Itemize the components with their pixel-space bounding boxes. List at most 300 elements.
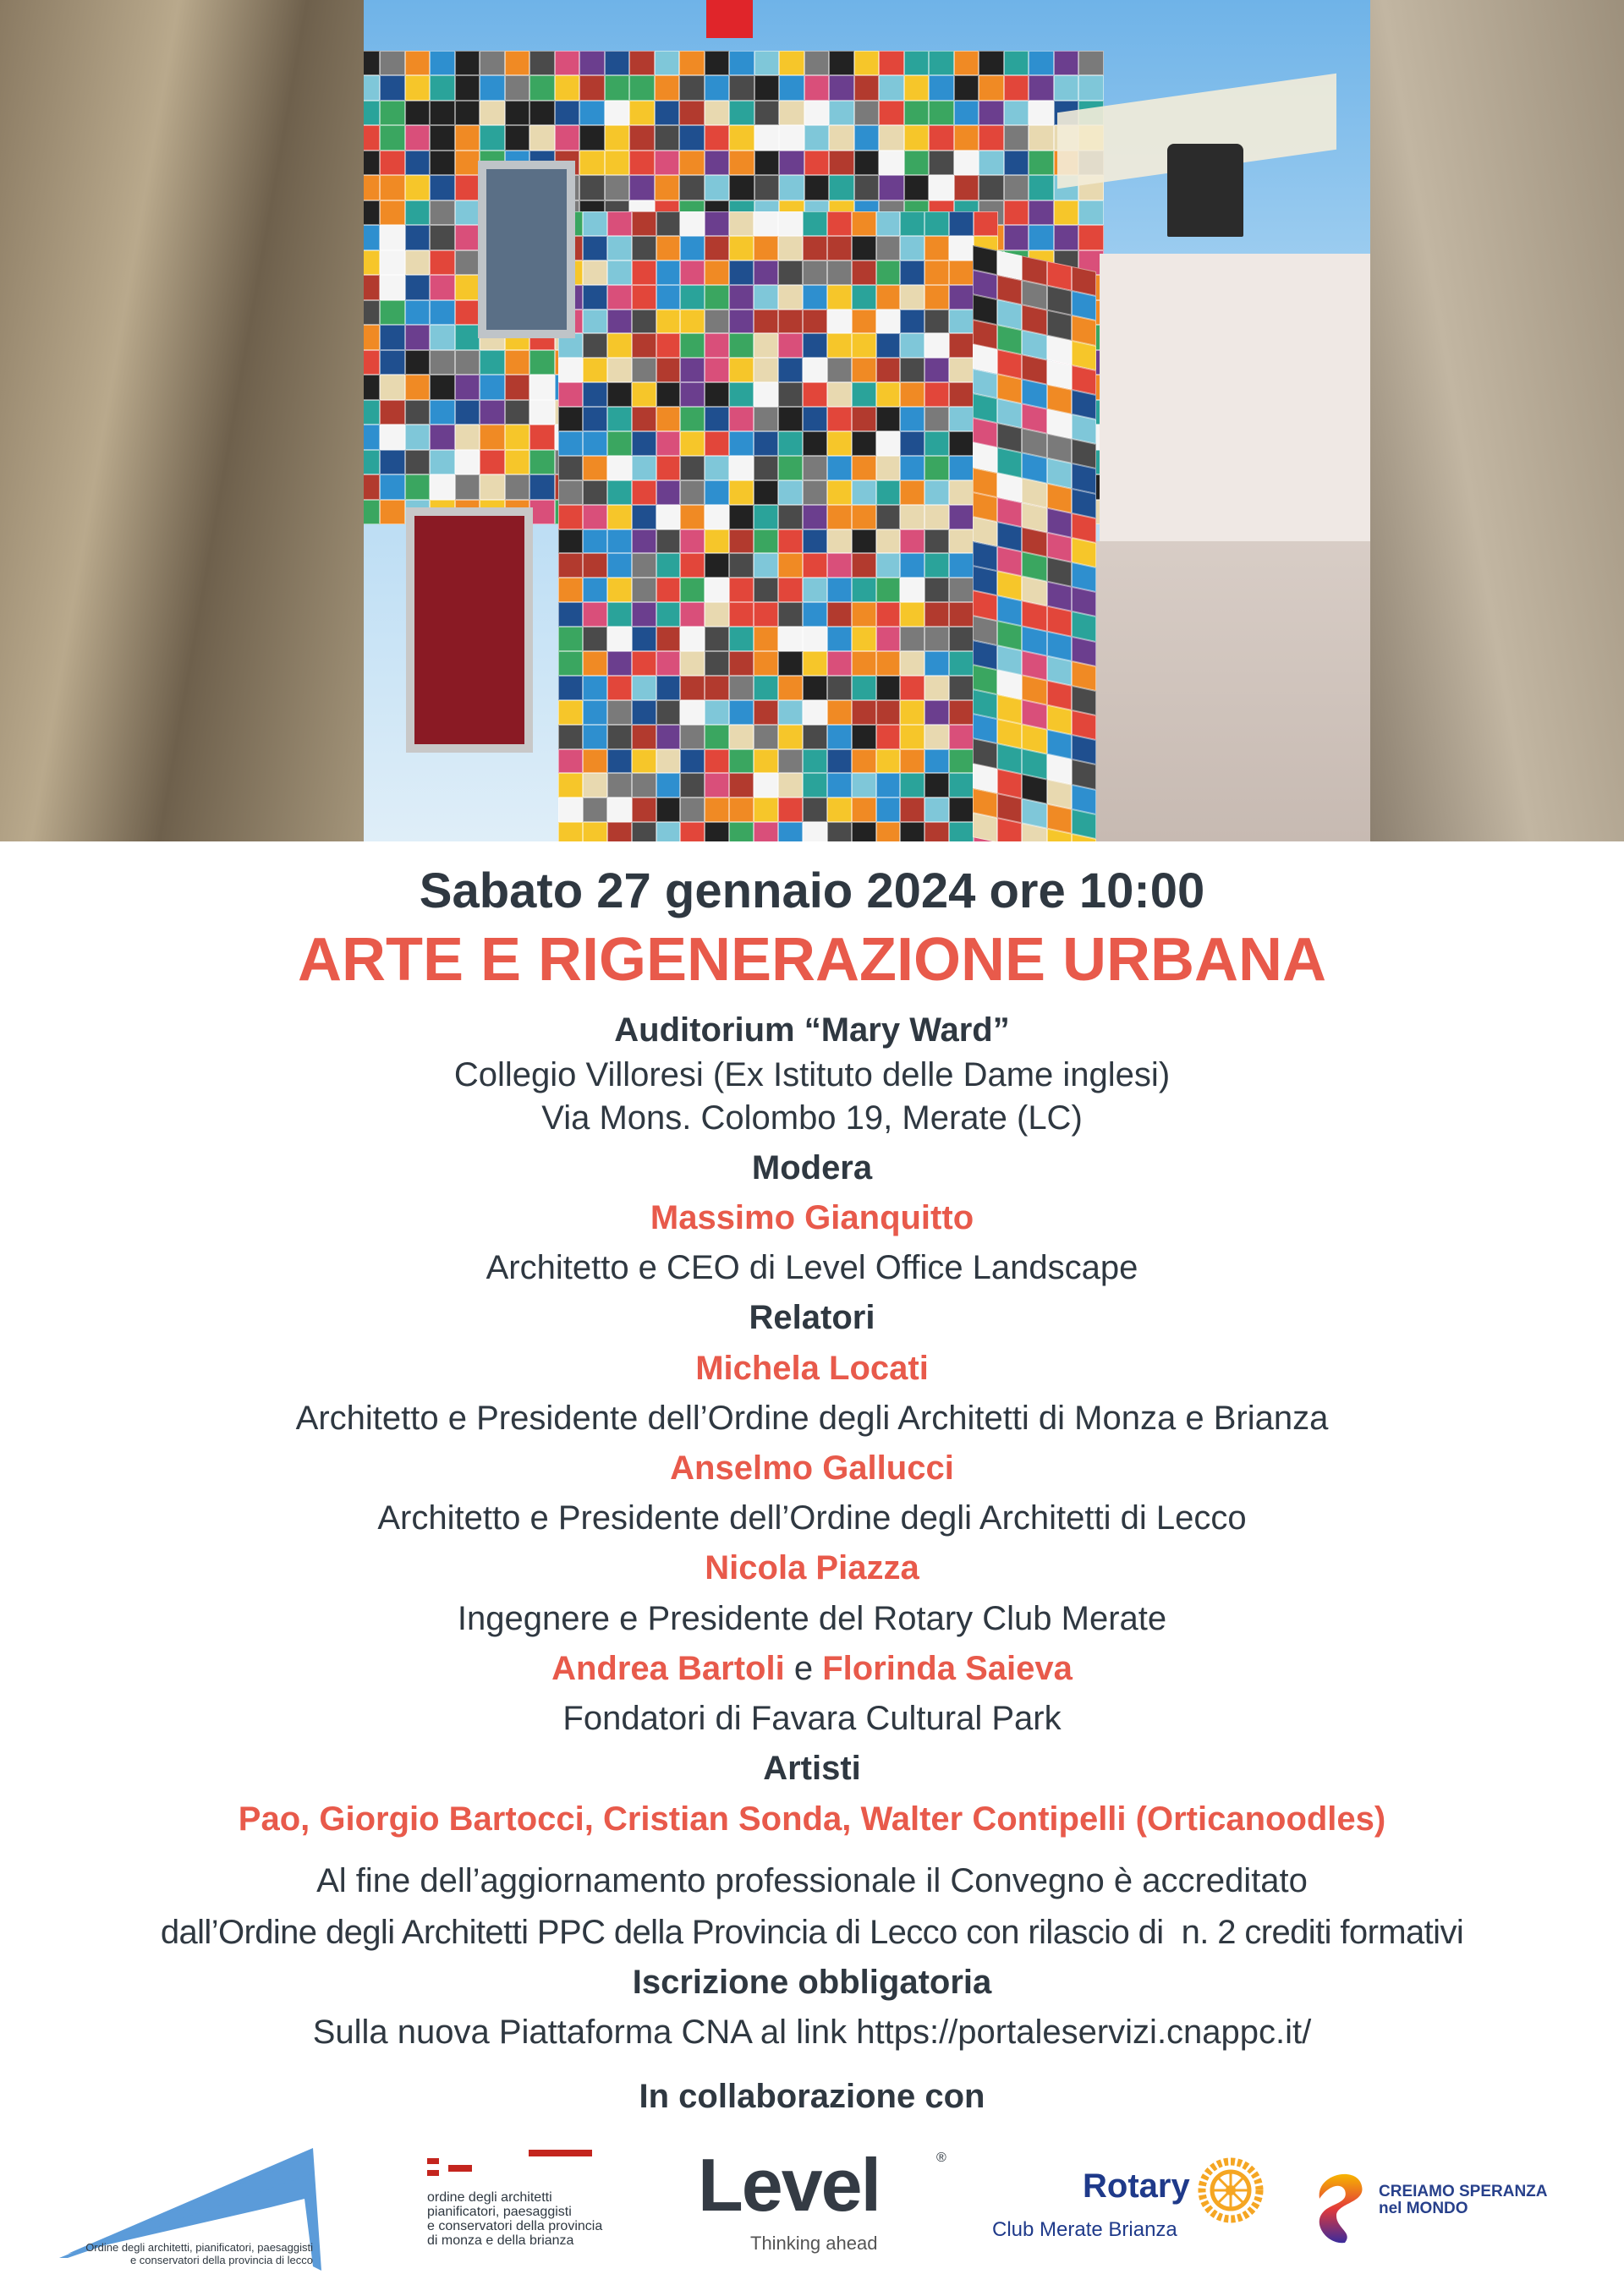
mosaic-tile bbox=[629, 101, 654, 125]
mosaic-tile bbox=[949, 456, 974, 480]
mosaic-tile bbox=[405, 325, 430, 349]
mosaic-tile bbox=[680, 797, 705, 822]
mosaic-tile bbox=[827, 797, 852, 822]
mosaic-tile bbox=[924, 456, 949, 480]
mosaic-tile bbox=[754, 749, 778, 774]
mosaic-tile bbox=[876, 211, 901, 236]
mosaic-tile bbox=[879, 175, 903, 200]
mosaic-tile bbox=[380, 225, 404, 249]
mosaic-tile bbox=[803, 700, 827, 725]
mosaic-tile bbox=[607, 822, 632, 841]
red-bar-icon bbox=[529, 2150, 592, 2156]
mosaic-tile bbox=[900, 480, 924, 505]
mosaic-tile bbox=[558, 797, 583, 822]
mosaic-tile bbox=[583, 431, 607, 456]
mosaic-tile bbox=[729, 431, 754, 456]
mosaic-tile bbox=[558, 773, 583, 797]
mosaic-tile bbox=[632, 236, 656, 260]
mosaic-tile bbox=[1054, 225, 1078, 249]
mosaic-tile bbox=[754, 553, 778, 578]
mosaic-tile bbox=[656, 333, 681, 358]
mosaic-tile bbox=[803, 431, 827, 456]
logo-text: pianificatori, paesaggisti bbox=[427, 2205, 572, 2219]
mosaic-tile bbox=[680, 725, 705, 749]
mosaic-tile bbox=[680, 382, 705, 407]
mosaic-tile bbox=[455, 400, 480, 425]
mosaic-tile bbox=[705, 310, 729, 334]
credits-line-2: dall’Ordine degli Architetti PPC della Provincia di Lecco con rilascio di n. 2 crediti formativi bbox=[160, 1914, 1464, 1951]
street-lamp bbox=[1167, 144, 1243, 237]
mosaic-tile bbox=[583, 651, 607, 676]
mosaic-tile bbox=[827, 602, 852, 627]
mosaic-tile bbox=[430, 225, 454, 249]
mosaic-tile bbox=[949, 773, 974, 797]
mosaic-tile bbox=[655, 75, 679, 100]
mosaic-tile bbox=[632, 260, 656, 285]
mosaic-tile bbox=[754, 125, 779, 150]
mosaic-tile bbox=[949, 236, 974, 260]
mosaic-tile bbox=[1004, 225, 1029, 249]
mosaic-tile bbox=[803, 480, 827, 505]
mosaic-tile bbox=[778, 676, 803, 700]
mosaic-tile bbox=[924, 602, 949, 627]
mosaic-tile bbox=[583, 236, 607, 260]
mosaic-tile bbox=[876, 310, 901, 334]
mosaic-tile bbox=[1029, 101, 1053, 125]
mosaic-tile bbox=[607, 236, 632, 260]
mosaic-tile bbox=[656, 822, 681, 841]
mosaic-tile bbox=[754, 773, 778, 797]
mosaic-tile bbox=[876, 260, 901, 285]
mosaic-tile bbox=[607, 211, 632, 236]
mosaic-tile bbox=[656, 749, 681, 774]
mosaic-tile bbox=[558, 749, 583, 774]
mosaic-tile bbox=[754, 151, 779, 175]
mosaic-tile bbox=[579, 51, 604, 75]
registration-link[interactable]: Sulla nuova Piattaforma CNA al link https://portaleservizi.cnappc.it/ bbox=[312, 2014, 1312, 2051]
mosaic-tile bbox=[804, 101, 829, 125]
mosaic-tile bbox=[827, 676, 852, 700]
mosaic-tile bbox=[900, 431, 924, 456]
mosaic-tile bbox=[876, 333, 901, 358]
mosaic-tile bbox=[629, 151, 654, 175]
mosaic-tile bbox=[876, 797, 901, 822]
mosaic-tile bbox=[430, 425, 454, 449]
mosaic-tile bbox=[879, 125, 903, 150]
mosaic-tile bbox=[632, 822, 656, 841]
mosaic-tile bbox=[876, 407, 901, 431]
mosaic-tile bbox=[505, 450, 529, 474]
mosaic-tile bbox=[729, 773, 754, 797]
mosaic-tile bbox=[680, 553, 705, 578]
mosaic-tile bbox=[632, 700, 656, 725]
mosaic-tile bbox=[705, 651, 729, 676]
mosaic-tile bbox=[949, 578, 974, 602]
mosaic-tile bbox=[900, 456, 924, 480]
mosaic-tile bbox=[949, 260, 974, 285]
logo-text: ordine degli architetti bbox=[427, 2190, 552, 2205]
mosaic-tile bbox=[973, 813, 997, 841]
mosaic-tile bbox=[529, 375, 554, 399]
mosaic-tile bbox=[754, 651, 778, 676]
mosaic-tile bbox=[605, 75, 629, 100]
mosaic-tile bbox=[729, 553, 754, 578]
mosaic-tile bbox=[680, 700, 705, 725]
mosaic-tile bbox=[827, 529, 852, 554]
mosaic-tile bbox=[705, 822, 729, 841]
mosaic-tile bbox=[505, 101, 529, 125]
mosaic-tile bbox=[879, 51, 903, 75]
mosaic-tile bbox=[876, 480, 901, 505]
mosaic-tile bbox=[705, 773, 729, 797]
mosaic-tile bbox=[924, 651, 949, 676]
mosaic-tile bbox=[827, 749, 852, 774]
mosaic-tile bbox=[803, 382, 827, 407]
mosaic-tile bbox=[656, 700, 681, 725]
mosaic-tile bbox=[655, 151, 679, 175]
logo-text: nel MONDO bbox=[1379, 2200, 1468, 2217]
logo-text: di monza e della brianza bbox=[427, 2233, 574, 2248]
mosaic-tile bbox=[827, 627, 852, 651]
mosaic-tile bbox=[656, 310, 681, 334]
mosaic-tile bbox=[656, 480, 681, 505]
mosaic-cube-side bbox=[973, 245, 1083, 841]
mosaic-tile bbox=[607, 578, 632, 602]
mosaic-tile bbox=[876, 553, 901, 578]
mosaic-tile bbox=[579, 125, 604, 150]
mosaic-tile bbox=[656, 382, 681, 407]
mosaic-tile bbox=[827, 773, 852, 797]
mosaic-tile bbox=[779, 151, 804, 175]
mosaic-tile bbox=[607, 358, 632, 382]
mosaic-tile bbox=[852, 260, 876, 285]
mosaic-tile bbox=[729, 175, 754, 200]
mosaic-tile bbox=[632, 627, 656, 651]
mosaic-tile bbox=[583, 749, 607, 774]
venue-detail: Collegio Villoresi (Ex Istituto delle Dame inglesi) bbox=[453, 1056, 1171, 1093]
mosaic-tile bbox=[405, 474, 430, 499]
mosaic-tile bbox=[558, 627, 583, 651]
mosaic-tile bbox=[974, 211, 998, 236]
mosaic-tile bbox=[778, 529, 803, 554]
mosaic-tile bbox=[852, 358, 876, 382]
mosaic-tile bbox=[1029, 75, 1053, 100]
mosaic-tile bbox=[924, 285, 949, 310]
mosaic-tile bbox=[405, 200, 430, 225]
artists-heading: Artisti bbox=[763, 1750, 861, 1787]
mosaic-tile bbox=[900, 382, 924, 407]
mosaic-tile bbox=[680, 749, 705, 774]
mosaic-tile bbox=[680, 310, 705, 334]
mosaic-tile bbox=[778, 456, 803, 480]
mosaic-tile bbox=[979, 75, 1003, 100]
mosaic-tile bbox=[949, 407, 974, 431]
mosaic-tile bbox=[680, 529, 705, 554]
mosaic-tile bbox=[680, 358, 705, 382]
mosaic-tile bbox=[827, 407, 852, 431]
mosaic-tile bbox=[632, 749, 656, 774]
logo-creiamo-speranza bbox=[1311, 2140, 1599, 2275]
mosaic-tile bbox=[583, 773, 607, 797]
mosaic-tile bbox=[779, 125, 804, 150]
mosaic-tile bbox=[904, 75, 929, 100]
event-date: Sabato 27 gennaio 2024 ore 10:00 bbox=[419, 863, 1205, 918]
mosaic-tile bbox=[754, 797, 778, 822]
mosaic-tile bbox=[924, 627, 949, 651]
mosaic-tile bbox=[754, 431, 778, 456]
mosaic-tile bbox=[754, 285, 778, 310]
mosaic-tile bbox=[979, 151, 1003, 175]
logo-rotary bbox=[990, 2140, 1277, 2275]
mosaic-tile bbox=[629, 51, 654, 75]
mosaic-tile bbox=[579, 175, 604, 200]
mosaic-tile bbox=[455, 250, 480, 275]
mosaic-tile bbox=[1078, 51, 1103, 75]
mosaic-tile bbox=[854, 125, 879, 150]
mosaic-tile bbox=[455, 275, 480, 299]
mosaic-tile bbox=[607, 285, 632, 310]
mosaic-tile bbox=[705, 505, 729, 529]
mosaic-tile bbox=[803, 676, 827, 700]
mosaic-tile bbox=[1029, 225, 1053, 249]
mosaic-tile bbox=[900, 676, 924, 700]
mosaic-tile bbox=[754, 51, 779, 75]
mosaic-tile bbox=[655, 51, 679, 75]
mosaic-tile bbox=[852, 676, 876, 700]
mosaic-tile bbox=[480, 425, 504, 449]
mosaic-tile bbox=[380, 400, 404, 425]
mosaic-tile bbox=[754, 260, 778, 285]
mosaic-tile bbox=[852, 700, 876, 725]
mosaic-tile bbox=[924, 382, 949, 407]
mosaic-tile bbox=[803, 578, 827, 602]
mosaic-tile bbox=[632, 382, 656, 407]
mosaic-tile bbox=[979, 101, 1003, 125]
mosaic-tile bbox=[430, 75, 454, 100]
mosaic-tile bbox=[583, 822, 607, 841]
mosaic-tile bbox=[380, 75, 404, 100]
mosaic-tile bbox=[778, 310, 803, 334]
mosaic-tile bbox=[949, 700, 974, 725]
mosaic-tile bbox=[505, 375, 529, 399]
mosaic-tile bbox=[656, 236, 681, 260]
mosaic-tile bbox=[778, 260, 803, 285]
mosaic-tile bbox=[505, 51, 529, 75]
mosaic-tile bbox=[900, 310, 924, 334]
mosaic-tile bbox=[949, 382, 974, 407]
logo-text: e conservatori della provincia di lecco bbox=[129, 2254, 313, 2266]
mosaic-tile bbox=[876, 505, 901, 529]
mosaic-tile bbox=[954, 75, 979, 100]
moderator-heading: Modera bbox=[751, 1149, 873, 1186]
mosaic-tile bbox=[455, 51, 480, 75]
mosaic-tile bbox=[480, 400, 504, 425]
mosaic-tile bbox=[754, 382, 778, 407]
mosaic-tile bbox=[558, 651, 583, 676]
rotary-wordmark: Rotary bbox=[1083, 2167, 1190, 2205]
mosaic-tile bbox=[778, 505, 803, 529]
mosaic-tile bbox=[904, 125, 929, 150]
event-title: ARTE E RIGENERAZIONE URBANA bbox=[297, 926, 1327, 994]
mosaic-tile bbox=[924, 480, 949, 505]
mosaic-tile bbox=[629, 75, 654, 100]
mosaic-tile bbox=[583, 797, 607, 822]
mosaic-tile bbox=[754, 456, 778, 480]
mosaic-tile bbox=[852, 310, 876, 334]
mosaic-tile bbox=[1029, 200, 1053, 225]
mosaic-tile bbox=[803, 651, 827, 676]
speaker-name: Nicola Piazza bbox=[705, 1549, 919, 1586]
mosaic-tile bbox=[729, 333, 754, 358]
mosaic-tile bbox=[729, 700, 754, 725]
moderator-name: Massimo Gianquitto bbox=[650, 1199, 974, 1236]
mosaic-tile bbox=[583, 700, 607, 725]
mosaic-tile bbox=[558, 578, 583, 602]
mosaic-tile bbox=[729, 627, 754, 651]
mosaic-tile bbox=[583, 285, 607, 310]
mosaic-tile bbox=[656, 285, 681, 310]
mosaic-tile bbox=[405, 151, 430, 175]
logo-text: e conservatori della provincia bbox=[427, 2219, 603, 2233]
mosaic-tile bbox=[924, 749, 949, 774]
mosaic-tile bbox=[480, 101, 504, 125]
mosaic-tile bbox=[529, 350, 554, 375]
mosaic-tile bbox=[705, 125, 729, 150]
mosaic-tile bbox=[679, 151, 704, 175]
mosaic-tile bbox=[829, 175, 853, 200]
mosaic-tile bbox=[876, 456, 901, 480]
mosaic-tile bbox=[900, 725, 924, 749]
mosaic-tile bbox=[803, 285, 827, 310]
mosaic-tile bbox=[380, 51, 404, 75]
mosaic-tile bbox=[680, 627, 705, 651]
mosaic-tile bbox=[529, 51, 554, 75]
rotary-wheel-icon bbox=[1197, 2156, 1265, 2224]
mosaic-tile bbox=[430, 474, 454, 499]
mosaic-tile bbox=[754, 236, 778, 260]
mosaic-tile bbox=[380, 275, 404, 299]
mosaic-tile bbox=[607, 382, 632, 407]
mosaic-tile bbox=[1078, 225, 1103, 249]
mosaic-tile bbox=[900, 797, 924, 822]
mosaic-tile bbox=[729, 797, 754, 822]
speaker-pair-role: Fondatori di Favara Cultural Park bbox=[562, 1700, 1062, 1737]
speaker-pair bbox=[0, 1652, 1624, 1685]
mosaic-tile bbox=[680, 676, 705, 700]
mosaic-tile bbox=[949, 797, 974, 822]
mosaic-tile bbox=[854, 51, 879, 75]
mosaic-tile bbox=[679, 51, 704, 75]
mosaic-tile bbox=[879, 101, 903, 125]
logo-text: Ordine degli architetti, pianificatori, paesaggisti bbox=[85, 2241, 313, 2254]
mosaic-tile bbox=[405, 275, 430, 299]
mosaic-tile bbox=[929, 51, 953, 75]
mosaic-tile bbox=[852, 333, 876, 358]
mosaic-tile bbox=[558, 456, 583, 480]
mosaic-tile bbox=[803, 797, 827, 822]
mosaic-tile bbox=[778, 382, 803, 407]
mosaic-tile bbox=[1004, 75, 1029, 100]
mosaic-tile bbox=[505, 125, 529, 150]
mosaic-tile bbox=[803, 358, 827, 382]
mosaic-tile bbox=[924, 676, 949, 700]
mosaic-tile bbox=[558, 700, 583, 725]
mosaic-tile bbox=[632, 431, 656, 456]
red-flag bbox=[706, 0, 753, 38]
mosaic-tile bbox=[455, 474, 480, 499]
mosaic-tile bbox=[607, 310, 632, 334]
mosaic-tile bbox=[924, 529, 949, 554]
mosaic-tile bbox=[1029, 151, 1053, 175]
mosaic-tile bbox=[680, 822, 705, 841]
mosaic-tile bbox=[405, 400, 430, 425]
mosaic-tile bbox=[779, 101, 804, 125]
mosaic-tile bbox=[754, 676, 778, 700]
mosaic-tile bbox=[558, 602, 583, 627]
collaboration-heading: In collaborazione con bbox=[639, 2078, 985, 2115]
mosaic-tile bbox=[579, 101, 604, 125]
mosaic-tile bbox=[754, 75, 779, 100]
mosaic-tile bbox=[656, 505, 681, 529]
mosaic-tile bbox=[607, 700, 632, 725]
mosaic-tile bbox=[852, 602, 876, 627]
mosaic-tile bbox=[607, 627, 632, 651]
mosaic-tile bbox=[558, 676, 583, 700]
mosaic-tile bbox=[705, 407, 729, 431]
mosaic-tile bbox=[729, 822, 754, 841]
mosaic-tile bbox=[679, 101, 704, 125]
mosaic-tile bbox=[754, 211, 778, 236]
mosaic-tile bbox=[430, 101, 454, 125]
mosaic-tile bbox=[583, 602, 607, 627]
mosaic-tile bbox=[924, 358, 949, 382]
mosaic-tile bbox=[924, 431, 949, 456]
mosaic-tile bbox=[430, 250, 454, 275]
mosaic-tile bbox=[632, 797, 656, 822]
mosaic-tile bbox=[405, 375, 430, 399]
mosaic-tile bbox=[605, 151, 629, 175]
mosaic-tile bbox=[827, 211, 852, 236]
mosaic-tile bbox=[480, 75, 504, 100]
mosaic-tile bbox=[729, 101, 754, 125]
mosaic-tile bbox=[1004, 175, 1029, 200]
mosaic-tile bbox=[900, 236, 924, 260]
mosaic-tile bbox=[607, 505, 632, 529]
mosaic-tile bbox=[900, 651, 924, 676]
mosaic-tile bbox=[680, 407, 705, 431]
mosaic-tile bbox=[754, 578, 778, 602]
rock-wall-left bbox=[0, 0, 364, 841]
mosaic-tile bbox=[852, 505, 876, 529]
mosaic-tile bbox=[804, 125, 829, 150]
mosaic-tile bbox=[729, 651, 754, 676]
mosaic-tile bbox=[876, 431, 901, 456]
mosaic-tile bbox=[803, 407, 827, 431]
mosaic-tile bbox=[876, 285, 901, 310]
mosaic-tile bbox=[852, 773, 876, 797]
mosaic-tile bbox=[829, 51, 853, 75]
mosaic-tile bbox=[583, 505, 607, 529]
mosaic-tile bbox=[607, 431, 632, 456]
level-wordmark: Level bbox=[698, 2143, 881, 2227]
mosaic-tile bbox=[876, 822, 901, 841]
mosaic-tile bbox=[455, 325, 480, 349]
mosaic-tile bbox=[900, 358, 924, 382]
speaker-name: Anselmo Gallucci bbox=[670, 1449, 954, 1487]
mosaic-tile bbox=[583, 627, 607, 651]
mosaic-tile bbox=[656, 676, 681, 700]
mosaic-tile bbox=[729, 456, 754, 480]
